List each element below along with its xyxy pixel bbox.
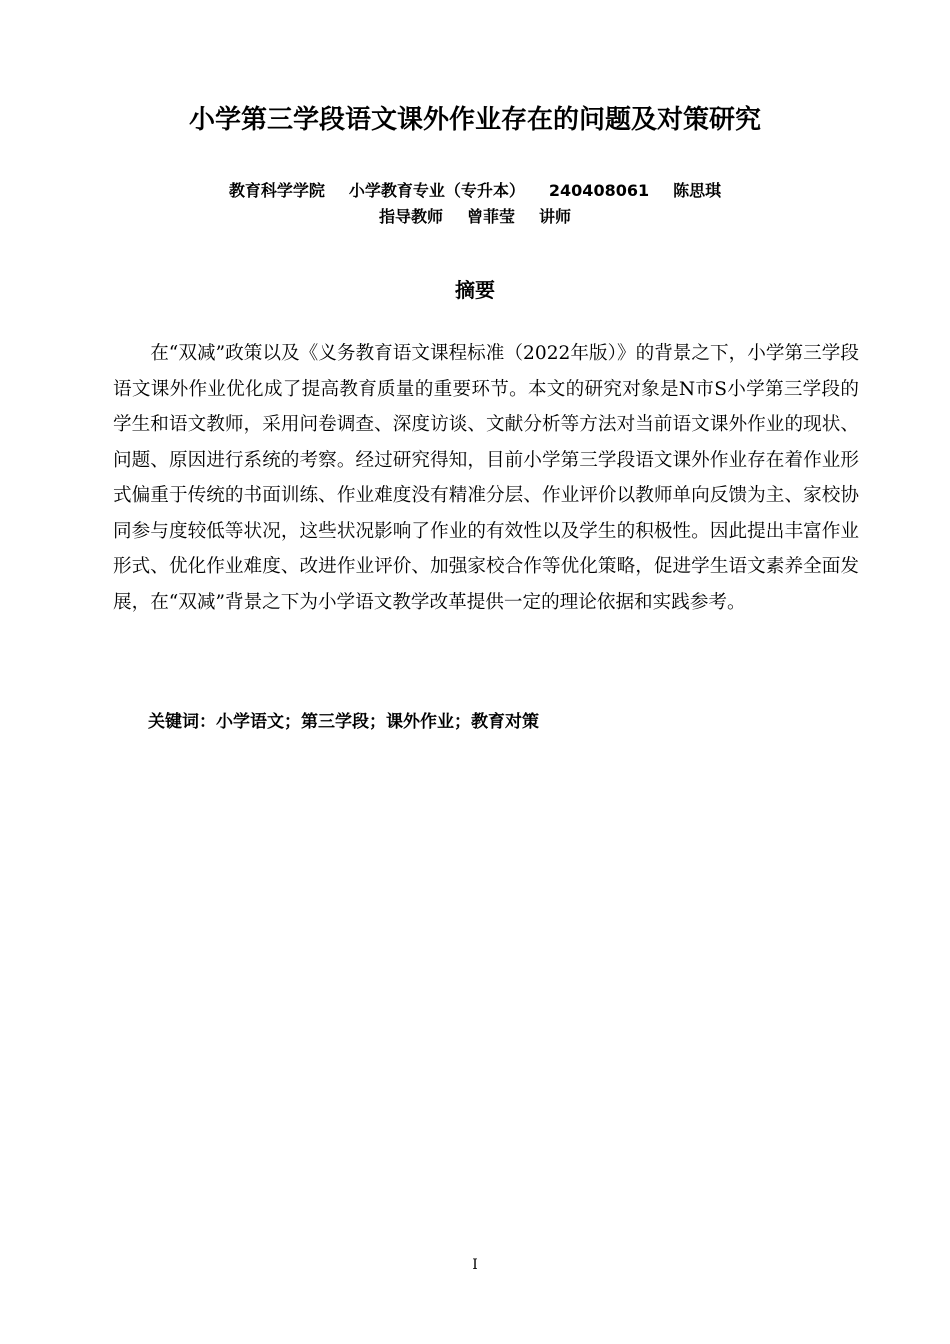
advisor-label: 指导教师 [378, 207, 443, 226]
keywords-line: 关键词：小学语文；第三学段；课外作业；教育对策 [148, 712, 539, 732]
student-id: 240408061 [548, 181, 650, 200]
major-name: 小学教育专业（专升本） [348, 181, 525, 200]
student-name: 陈思琪 [673, 181, 722, 200]
author-info-line [0, 179, 950, 203]
abstract-body: 在“双减”政策以及《义务教育语文课程标准（2022年版）》的背景之下，小学第三学段语文课外作业优化成了提高教育质量的重要环节。本文的研究对象是N市S小学第三学段的学生和语文教师，采用问卷调查、深度访谈、文献分析等方法对当前语文课外作业的现状、问题、原因进行系统的考察。经过研究得知，目前小学第三学段语文课外作业存在着作业形式偏重于传统的书面训练、作业难度没有精准分层、作业评价以教师单向反馈为主、家校协同参与度较低等状况，这些状况影响了作业的有效性以及学生的积极性。因此提出丰富作业形式、优化作业难度、改进作业评价、加强家校合作等优化策略，促进学生语文素养全面发展，在“双减”背景之下为小学语文教学改革提供一定的理论依据和实践参考。 [113, 343, 859, 613]
page-number: I [472, 1257, 478, 1273]
advisor-title: 讲师 [539, 207, 572, 226]
abstract-heading: 摘要 [455, 278, 495, 302]
advisor-info-line [0, 205, 950, 229]
advisor-name: 曾菲莹 [466, 207, 515, 226]
college-name: 教育科学学院 [228, 181, 325, 200]
paper-title: 小学第三学段语文课外作业存在的问题及对策研究 [188, 105, 761, 135]
